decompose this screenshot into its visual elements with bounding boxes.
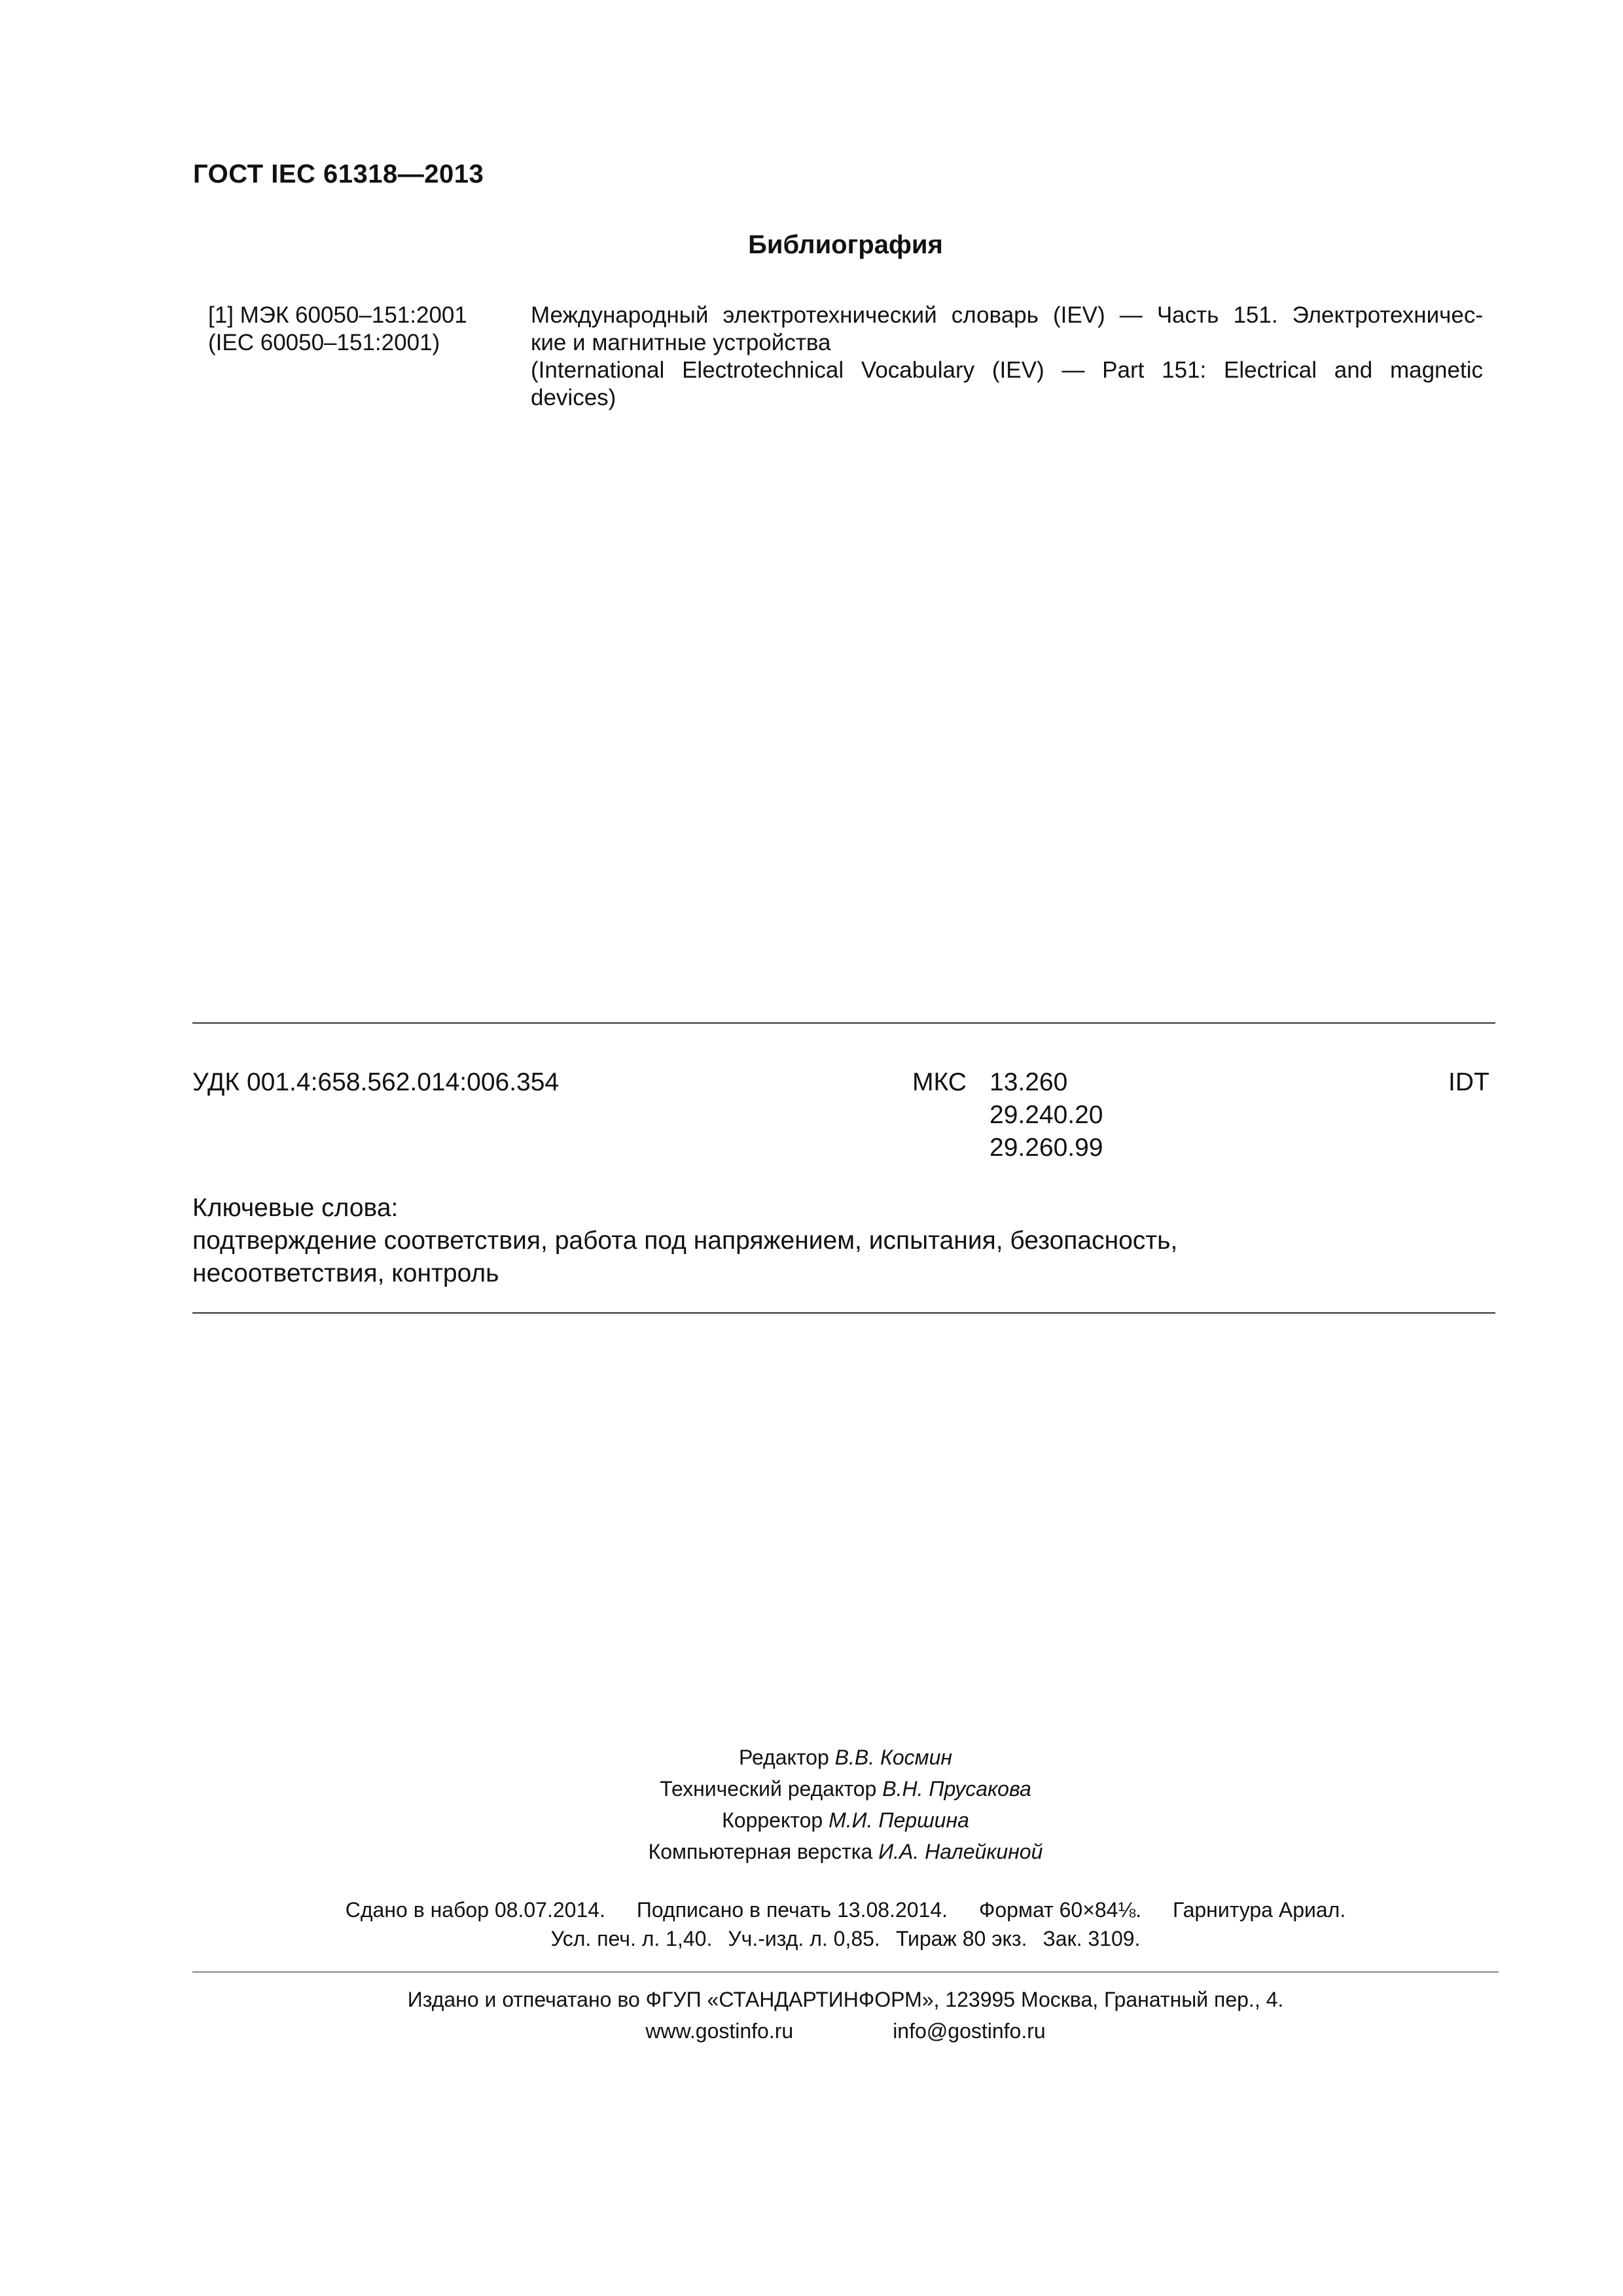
mks-code: 29.240.20 [990,1101,1103,1129]
publisher-contacts [0,2015,1623,2047]
mks-code: 29.260.99 [990,1134,1103,1162]
credit-name: В.Н. Прусакова [882,1777,1031,1801]
publisher-website[interactable]: www.gostinfo.ru [645,2019,794,2043]
print-signed-date: Подписано в печать 13.08.2014. [636,1898,948,1922]
print-info [0,1895,1623,1953]
keywords-line1 [192,1192,1177,1257]
credit-editor [0,1742,1623,1773]
keywords-block [192,1192,1177,1290]
credit-role: Компьютерная верстка [648,1840,879,1863]
print-sheets: Усл. печ. л. 1,40. [550,1927,713,1950]
document-code: ГОСТ IEC 61318—2013 [193,160,484,188]
credits-block [0,1742,1623,1867]
reference-identifier [208,302,467,357]
publication-sheets: Уч.-изд. л. 0,85. [728,1927,880,1950]
print-info-line1 [0,1895,1623,1924]
keywords-label: Ключевые слова: [192,1194,399,1222]
reference-title-en-line2: devices) [531,385,616,410]
credit-role: Редактор [739,1746,835,1769]
print-info-line2 [0,1924,1623,1953]
divider-bottom [192,1971,1499,1973]
credit-name: М.И. Першина [829,1808,969,1832]
publisher-address: Издано и отпечатано во ФГУП «СТАНДАРТИНФОРМ», 123995 Москва, Гранатный пер., 4. [407,1988,1284,2011]
divider-middle [192,1312,1495,1314]
mks-label: МКС [912,1068,967,1096]
keywords-text-line1: подтверждение соответствия, работа под напряжением, испытания, безопасность, [192,1227,1178,1255]
credit-layout [0,1836,1623,1867]
divider-top [192,1022,1495,1024]
credit-technical-editor [0,1773,1623,1804]
print-font: Гарнитура Ариал. [1173,1898,1346,1922]
keywords-text-line2: несоответствия, контроль [192,1259,499,1287]
credit-proofreader [0,1804,1623,1836]
idt-label: IDT [1448,1068,1489,1096]
credit-role: Технический редактор [660,1777,883,1801]
credit-name: В.В. Космин [834,1746,952,1769]
reference-iec-line: (IEC 60050–151:2001) [208,330,440,355]
reference-title-ru-line1: Международный электротехнический словарь (IEV) — Часть 151. Электротехничес- [531,302,1483,328]
reference-title-ru-line2: кие и магнитные устройства [531,330,831,355]
mks-codes [990,1066,1103,1164]
print-sent-date: Сдано в набор 08.07.2014. [345,1898,605,1922]
print-run: Тираж 80 экз. [895,1927,1027,1950]
credit-role: Корректор [722,1808,829,1832]
print-format: Формат 60×84⅛. [979,1898,1142,1922]
credit-name: И.А. Налейкиной [878,1840,1043,1863]
order-number: Зак. 3109. [1043,1927,1141,1950]
publisher-email[interactable]: info@gostinfo.ru [893,2019,1046,2043]
mks-code: 13.260 [990,1068,1068,1096]
reference-description [531,302,1483,412]
bibliography-title: Библиография [748,230,943,259]
reference-title-en-line1: (International Electrotechnical Vocabulary (IEV) — Part 151: Electrical and magnetic [531,357,1483,383]
publisher-block [0,1984,1623,2047]
udk-code: УДК 001.4:658.562.014:006.354 [192,1068,560,1096]
reference-number-line: [1] МЭК 60050–151:2001 [208,302,467,328]
